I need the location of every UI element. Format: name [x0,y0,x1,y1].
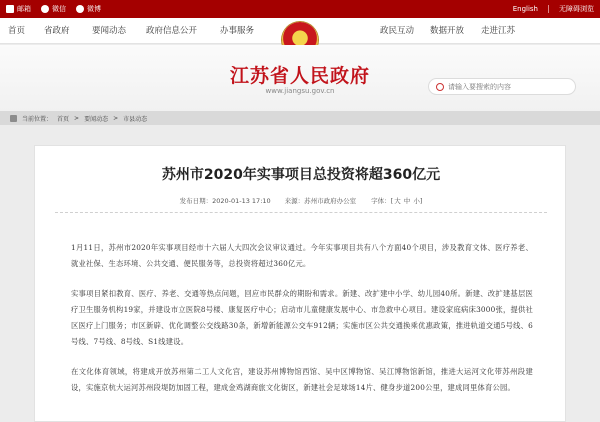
article-paragraph: 实事项目紧扣教育、医疗、养老、交通等热点问题，回应市民群众的期盼和需求。新建、改扩建中小学、幼儿园40所。新建、改扩建基层医疗卫生服务机构19家，并建设市立医院8号楼、康复医疗中心；启动市儿童健康发展中心、市急救中心项目。建设家庭病床3000张，提供社区医疗上门服务；市区新辟、优化调整公交线路30条，新增新能源公交车912辆；实施市区公共交通换乘优惠政策，推进轨道交通5号线、6号线、7号线、8号线、S1线建设。 [71,289,533,346]
english-link[interactable]: English [512,5,538,13]
breadcrumb-item-home[interactable]: 首页 [57,115,70,123]
location-icon [10,115,17,122]
meta-divider [55,212,547,213]
mail-link[interactable] [6,4,31,14]
article-title: 苏州市2020年实事项目总投资将超360亿元 [161,167,441,183]
breadcrumb [10,111,147,125]
publish-date-label: 发布日期： [179,197,213,205]
weibo-label: 微博 [87,5,101,13]
weibo-link[interactable] [76,4,101,14]
breadcrumb-item-news[interactable]: 要闻动态 [84,115,109,123]
mail-label: 邮箱 [17,5,31,13]
top-utility-bar [0,0,600,18]
article-paragraph: 在文化体育领域，将建成开放苏州第二工人文化宫，建设苏州博物馆西馆、吴中区博物馆、吴江博物馆新馆，推进大运河文化带苏州段建设，实施京杭大运河苏州段堤防加固工程，建成金鸡湖商旅文化街区，新建社会足球场14片、健身步道200公里，建成同里体育公园。 [71,367,533,392]
font-size-label: 字体： [371,197,391,205]
main-nav [0,18,600,44]
font-size-control: 字体：[大 中 小] [371,197,423,205]
site-url: www.jiangsu.gov.cn [265,87,335,95]
search-box[interactable] [428,78,576,95]
wechat-icon [41,5,49,13]
breadcrumb-separator: > [113,114,119,122]
wechat-link[interactable] [41,4,66,14]
article-source [285,196,357,205]
font-size-medium[interactable]: 中 [403,197,411,205]
mail-icon [6,5,14,13]
accessibility-link[interactable]: 无障碍浏览 [559,5,594,13]
topbar-left-links [6,0,101,18]
article-meta [35,196,567,205]
font-size-large[interactable]: 大 [394,197,401,205]
article-paragraph: 1月11日，苏州市2020年实事项目经市十六届人大四次会议审议通过。今年实事项目共有八个方面40个项目，涉及教育文体、医疗养老、就业社保、生态环境、公共交通、便民服务等，总投资将超过360亿元。 [71,243,533,268]
nav-item-open-data[interactable]: 数据开放 [430,26,465,36]
nav-item-services[interactable]: 办事服务 [220,26,255,36]
article-panel [34,145,566,422]
site-title: 江苏省人民政府 [229,65,370,87]
publish-date-value: 2020-01-13 17:10 [212,197,271,205]
nav-item-about-jiangsu[interactable]: 走进江苏 [481,26,516,36]
nav-item-home[interactable]: 首页 [8,26,26,36]
breadcrumb-item-city-news[interactable]: 市县动态 [123,115,148,123]
search-input[interactable] [448,83,568,91]
site-banner [0,45,600,111]
nav-item-interaction[interactable]: 政民互动 [380,26,415,36]
breadcrumb-separator: > [74,114,80,122]
search-icon[interactable] [436,83,444,91]
nav-item-government[interactable]: 省政府 [44,26,70,36]
font-size-small[interactable]: 小 [413,197,420,205]
breadcrumb-bar [0,111,600,125]
nav-item-info-disclosure[interactable]: 政府信息公开 [146,26,198,36]
nav-item-news[interactable]: 要闻动态 [92,26,127,36]
topbar-right-links [513,0,594,18]
source-label: 来源： [284,197,305,205]
breadcrumb-label: 当前位置： [22,115,53,123]
source-value: 苏州市政府办公室 [304,197,357,205]
weibo-icon [76,5,84,13]
publish-date [180,196,271,205]
wechat-label: 微信 [52,5,66,13]
topbar-divider [548,5,549,13]
